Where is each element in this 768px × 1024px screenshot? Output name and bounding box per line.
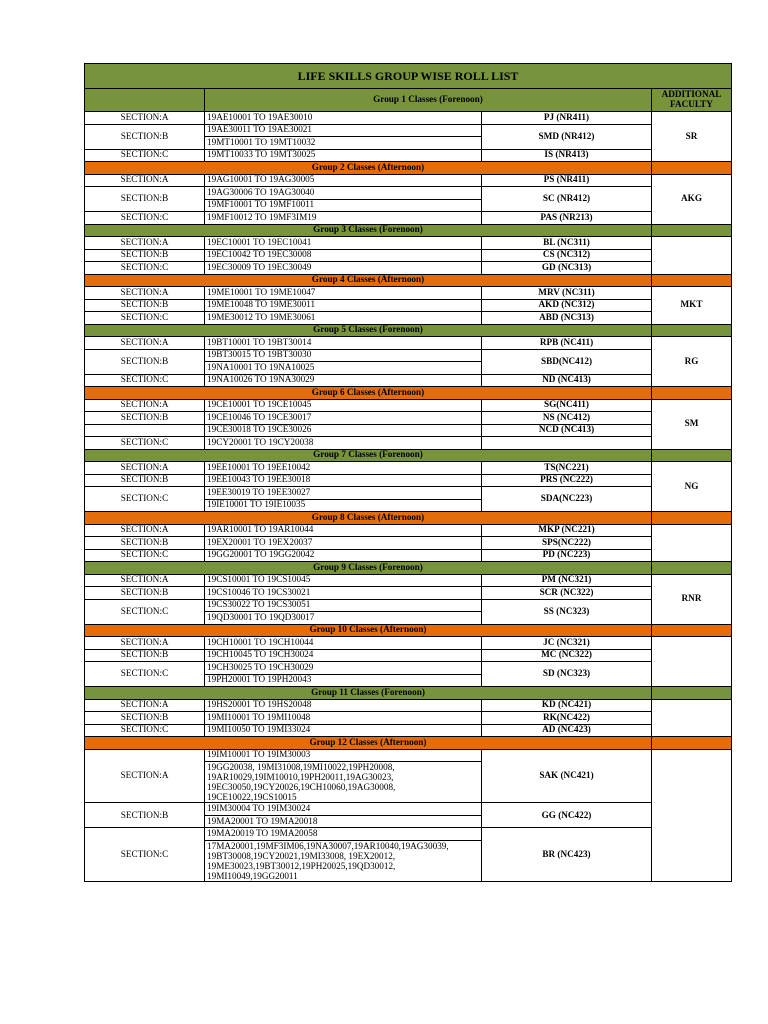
roll-range: 19PH20001 TO 19PH20043 — [205, 674, 482, 687]
additional-faculty-header-cell — [652, 562, 732, 575]
group-header: Group 4 Classes (Afternoon) — [85, 274, 652, 287]
roll-range: 19BT30015 TO 19BT30030 — [205, 349, 482, 362]
additional-faculty-header-cell — [652, 162, 732, 175]
table-row — [85, 299, 732, 312]
roll-range: 19MT10033 TO 19MT30025 — [205, 149, 482, 162]
table-row — [85, 262, 732, 275]
section-label: SECTION:B — [85, 803, 205, 828]
roll-range: 19EC30009 TO 19EC30049 — [205, 262, 482, 275]
group-header: Group 11 Classes (Forenoon) — [85, 687, 652, 700]
table-row — [85, 462, 732, 475]
additional-faculty: SM — [652, 399, 732, 449]
table-row — [85, 649, 732, 662]
additional-faculty: SR — [652, 112, 732, 162]
faculty-code: MC (NC322) — [482, 649, 652, 662]
faculty-code: MKP (NC221) — [482, 524, 652, 537]
sheet-title: LIFE SKILLS GROUP WISE ROLL LIST — [85, 64, 732, 89]
faculty-code: SAK (NC421) — [482, 749, 652, 803]
faculty-code: GG (NC422) — [482, 803, 652, 828]
roll-range: 19IM30004 TO 19IM30024 — [205, 803, 482, 816]
roll-range: 19CY20001 TO 19CY20038 — [205, 437, 482, 450]
section-label: SECTION:C — [85, 549, 205, 562]
group-header: Group 12 Classes (Afternoon) — [85, 737, 652, 750]
roll-range: 19EE10043 TO 19EE30018 — [205, 474, 482, 487]
roll-range: 19CH10045 TO 19CH30024 — [205, 649, 482, 662]
faculty-code: PAS (NR213) — [482, 212, 652, 225]
table-row — [85, 549, 732, 562]
roll-range: 19ME10001 TO 19ME10047 — [205, 287, 482, 300]
roll-range: 19AE30011 TO 19AE30021 — [205, 124, 482, 137]
table-row — [85, 212, 732, 225]
faculty-code: TS(NC221) — [482, 462, 652, 475]
roll-range: 19MF10001 TO 19MF10011 — [205, 199, 482, 212]
faculty-code: BR (NC423) — [482, 828, 652, 882]
faculty-code: GD (NC313) — [482, 262, 652, 275]
table-row — [85, 312, 732, 325]
table-row — [85, 112, 732, 125]
roll-range: 19AE10001 TO 19AE30010 — [205, 112, 482, 125]
section-label: SECTION:B — [85, 349, 205, 374]
roll-range: 19CH30025 TO 19CH30029 — [205, 662, 482, 675]
additional-faculty — [652, 699, 732, 737]
section-label: SECTION:C — [85, 662, 205, 687]
roll-range: 19EE10001 TO 19EE10042 — [205, 462, 482, 475]
table-row — [85, 174, 732, 187]
faculty-code: NS (NC412) — [482, 412, 652, 425]
faculty-code: SS (NC323) — [482, 599, 652, 624]
section-label: SECTION:A — [85, 462, 205, 475]
roll-range: 19CS30022 TO 19CS30051 — [205, 599, 482, 612]
additional-faculty — [652, 237, 732, 275]
faculty-code: ND (NC413) — [482, 374, 652, 387]
header-blank-cell — [85, 89, 205, 112]
additional-faculty — [652, 749, 732, 882]
group-header: Group 10 Classes (Afternoon) — [85, 624, 652, 637]
table-row — [85, 599, 732, 612]
table-row — [85, 537, 732, 550]
roll-range: 19CS10046 TO 19CS30021 — [205, 587, 482, 600]
roll-range: 19CE30018 TO 19CE30026 — [205, 424, 482, 437]
section-label: SECTION:C — [85, 262, 205, 275]
roll-range: 19EX20001 TO 19EX20037 — [205, 537, 482, 550]
section-label: SECTION:A — [85, 524, 205, 537]
additional-faculty-header-cell — [652, 224, 732, 237]
section-label: SECTION:B — [85, 124, 205, 149]
roll-range: 19EC10042 TO 19EC30008 — [205, 249, 482, 262]
section-label: SECTION:C — [85, 149, 205, 162]
group-header: Group 5 Classes (Forenoon) — [85, 324, 652, 337]
section-label: SECTION:C — [85, 374, 205, 387]
section-label: SECTION:C — [85, 437, 205, 450]
group-header: Group 7 Classes (Forenoon) — [85, 449, 652, 462]
roll-range: 19QD30001 TO 19QD30017 — [205, 612, 482, 625]
faculty-code: PM (NC321) — [482, 574, 652, 587]
roll-range: 19MI10050 TO 19MI33024 — [205, 724, 482, 737]
section-label: SECTION:B — [85, 712, 205, 725]
roll-range: 19IE10001 TO 19IE10035 — [205, 499, 482, 512]
table-row — [85, 399, 732, 412]
roll-range: 19HS20001 TO 19HS20048 — [205, 699, 482, 712]
faculty-code: IS (NR413) — [482, 149, 652, 162]
section-label: SECTION:B — [85, 187, 205, 212]
section-label: SECTION:A — [85, 174, 205, 187]
section-label: SECTION:B — [85, 587, 205, 600]
faculty-code: NCD (NC413) — [482, 424, 652, 437]
faculty-code: SMD (NR412) — [482, 124, 652, 149]
roll-range: 17MA20001,19MF3IM06,19NA30007,19AR10040,19AG30039, 19BT30008,19CY20021,19MI33008, 19EX20012, 19ME30023,19BT30012,19PH20025,19QD30012, 19MI10049,19GG20011 — [205, 840, 482, 881]
section-label: SECTION:C — [85, 487, 205, 512]
roll-range: 19MF10012 TO 19MF3IM19 — [205, 212, 482, 225]
table-row — [85, 249, 732, 262]
section-label: SECTION:A — [85, 574, 205, 587]
roll-range: 19AR10001 TO 19AR10044 — [205, 524, 482, 537]
table-row — [85, 374, 732, 387]
table-row — [85, 574, 732, 587]
roll-range: 19ME10048 TO 19ME30011 — [205, 299, 482, 312]
additional-faculty: RNR — [652, 574, 732, 624]
section-label: SECTION:C — [85, 312, 205, 325]
table-row — [85, 828, 732, 841]
section-label: SECTION:B — [85, 299, 205, 312]
additional-faculty-header-cell — [652, 624, 732, 637]
faculty-code: PS (NR411) — [482, 174, 652, 187]
table-row — [85, 474, 732, 487]
group-header: Group 1 Classes (Forenoon) — [205, 89, 652, 112]
faculty-code: SC (NR412) — [482, 187, 652, 212]
roll-range: 19MA20019 TO 19MA20058 — [205, 828, 482, 841]
table-row — [85, 749, 732, 762]
faculty-code: PD (NC223) — [482, 549, 652, 562]
section-label: SECTION:A — [85, 112, 205, 125]
table-row — [85, 287, 732, 300]
additional-faculty: NG — [652, 462, 732, 512]
table-row — [85, 412, 732, 425]
section-label: SECTION:B — [85, 649, 205, 662]
table-row — [85, 637, 732, 650]
additional-faculty-header-cell — [652, 324, 732, 337]
section-label: SECTION:C — [85, 599, 205, 624]
table-row — [85, 349, 732, 362]
group-header: Group 6 Classes (Afternoon) — [85, 387, 652, 400]
table-row — [85, 803, 732, 816]
table-row — [85, 149, 732, 162]
roll-range: 19MT10001 TO 19MT10032 — [205, 137, 482, 150]
faculty-code — [482, 437, 652, 450]
roll-range: 19IM10001 TO 19IM30003 — [205, 749, 482, 762]
roll-list-table — [84, 63, 732, 882]
section-label: SECTION:B — [85, 412, 205, 425]
section-label: SECTION:B — [85, 537, 205, 550]
faculty-code: SG(NC411) — [482, 399, 652, 412]
section-label: SECTION:C — [85, 212, 205, 225]
section-label: SECTION:A — [85, 749, 205, 803]
table-row — [85, 662, 732, 675]
table-row — [85, 487, 732, 500]
roll-range: 19AG30006 TO 19AG30040 — [205, 187, 482, 200]
group-header: Group 2 Classes (Afternoon) — [85, 162, 652, 175]
roll-range: 19GG20038, 19MI31008,19MI10022,19PH20008, 19AR10029,19IM10010,19PH20011,19AG30023, 19EC30050,19CY20026,19CH10060,19AG30008, 19CE10022,19CS10015 — [205, 762, 482, 803]
roll-range: 19NA10001 TO 19NA10025 — [205, 362, 482, 375]
additional-faculty: AKG — [652, 174, 732, 224]
roll-range: 19CE10046 TO 19CE30017 — [205, 412, 482, 425]
table-row — [85, 237, 732, 250]
table-row — [85, 712, 732, 725]
roll-range: 19MA20001 TO 19MA20018 — [205, 815, 482, 828]
additional-faculty-header-cell — [652, 512, 732, 525]
additional-faculty — [652, 524, 732, 562]
faculty-code: SPS(NC222) — [482, 537, 652, 550]
section-label: SECTION:A — [85, 637, 205, 650]
section-label: SECTION:A — [85, 287, 205, 300]
section-label: SECTION:A — [85, 237, 205, 250]
section-label: SECTION:B — [85, 249, 205, 262]
roll-range: 19CS10001 TO 19CS10045 — [205, 574, 482, 587]
additional-faculty: MKT — [652, 287, 732, 325]
additional-faculty: RG — [652, 337, 732, 387]
table-row — [85, 187, 732, 200]
roll-range: 19BT10001 TO 19BT30014 — [205, 337, 482, 350]
group-header: Group 9 Classes (Forenoon) — [85, 562, 652, 575]
additional-faculty-header-cell — [652, 274, 732, 287]
section-label: SECTION:A — [85, 399, 205, 412]
additional-faculty-header-cell — [652, 449, 732, 462]
faculty-code: AD (NC423) — [482, 724, 652, 737]
faculty-code: RK(NC422) — [482, 712, 652, 725]
table-row — [85, 524, 732, 537]
faculty-code: SD (NC323) — [482, 662, 652, 687]
faculty-code: SBD(NC412) — [482, 349, 652, 374]
table-row — [85, 587, 732, 600]
additional-faculty-header-cell — [652, 387, 732, 400]
roll-range: 19EC10001 TO 19EC10041 — [205, 237, 482, 250]
faculty-code: AKD (NC312) — [482, 299, 652, 312]
faculty-code: RPB (NC411) — [482, 337, 652, 350]
section-label: SECTION:C — [85, 724, 205, 737]
section-label — [85, 424, 205, 437]
additional-faculty-header-cell — [652, 687, 732, 700]
faculty-code: CS (NC312) — [482, 249, 652, 262]
section-label: SECTION:C — [85, 828, 205, 882]
faculty-code: MRV (NC311) — [482, 287, 652, 300]
faculty-code: SDA(NC223) — [482, 487, 652, 512]
roll-range: 19AG10001 TO 19AG30005 — [205, 174, 482, 187]
faculty-code: BL (NC311) — [482, 237, 652, 250]
table-row — [85, 724, 732, 737]
faculty-code: JC (NC321) — [482, 637, 652, 650]
faculty-code: KD (NC421) — [482, 699, 652, 712]
table-row — [85, 437, 732, 450]
table-row — [85, 424, 732, 437]
table-row — [85, 699, 732, 712]
group-header: Group 3 Classes (Forenoon) — [85, 224, 652, 237]
additional-faculty-header: ADDITIONAL FACULTY — [652, 89, 732, 112]
roll-range: 19GG20001 TO 19GG20042 — [205, 549, 482, 562]
roll-list-body — [85, 64, 732, 882]
section-label: SECTION:B — [85, 474, 205, 487]
roll-range: 19EE30019 TO 19EE30027 — [205, 487, 482, 500]
faculty-code: PJ (NR411) — [482, 112, 652, 125]
faculty-code: PRS (NC222) — [482, 474, 652, 487]
roll-range: 19NA10026 TO 19NA30029 — [205, 374, 482, 387]
roll-range: 19MI10001 TO 19MI10048 — [205, 712, 482, 725]
additional-faculty-header-cell — [652, 737, 732, 750]
faculty-code: ABD (NC313) — [482, 312, 652, 325]
additional-faculty — [652, 637, 732, 687]
roll-range: 19CE10001 TO 19CE10045 — [205, 399, 482, 412]
table-row — [85, 124, 732, 137]
section-label: SECTION:A — [85, 337, 205, 350]
group-header: Group 8 Classes (Afternoon) — [85, 512, 652, 525]
table-row — [85, 337, 732, 350]
section-label: SECTION:A — [85, 699, 205, 712]
faculty-code: SCR (NC322) — [482, 587, 652, 600]
roll-range: 19CH10001 TO 19CH10044 — [205, 637, 482, 650]
roll-range: 19ME30012 TO 19ME30061 — [205, 312, 482, 325]
